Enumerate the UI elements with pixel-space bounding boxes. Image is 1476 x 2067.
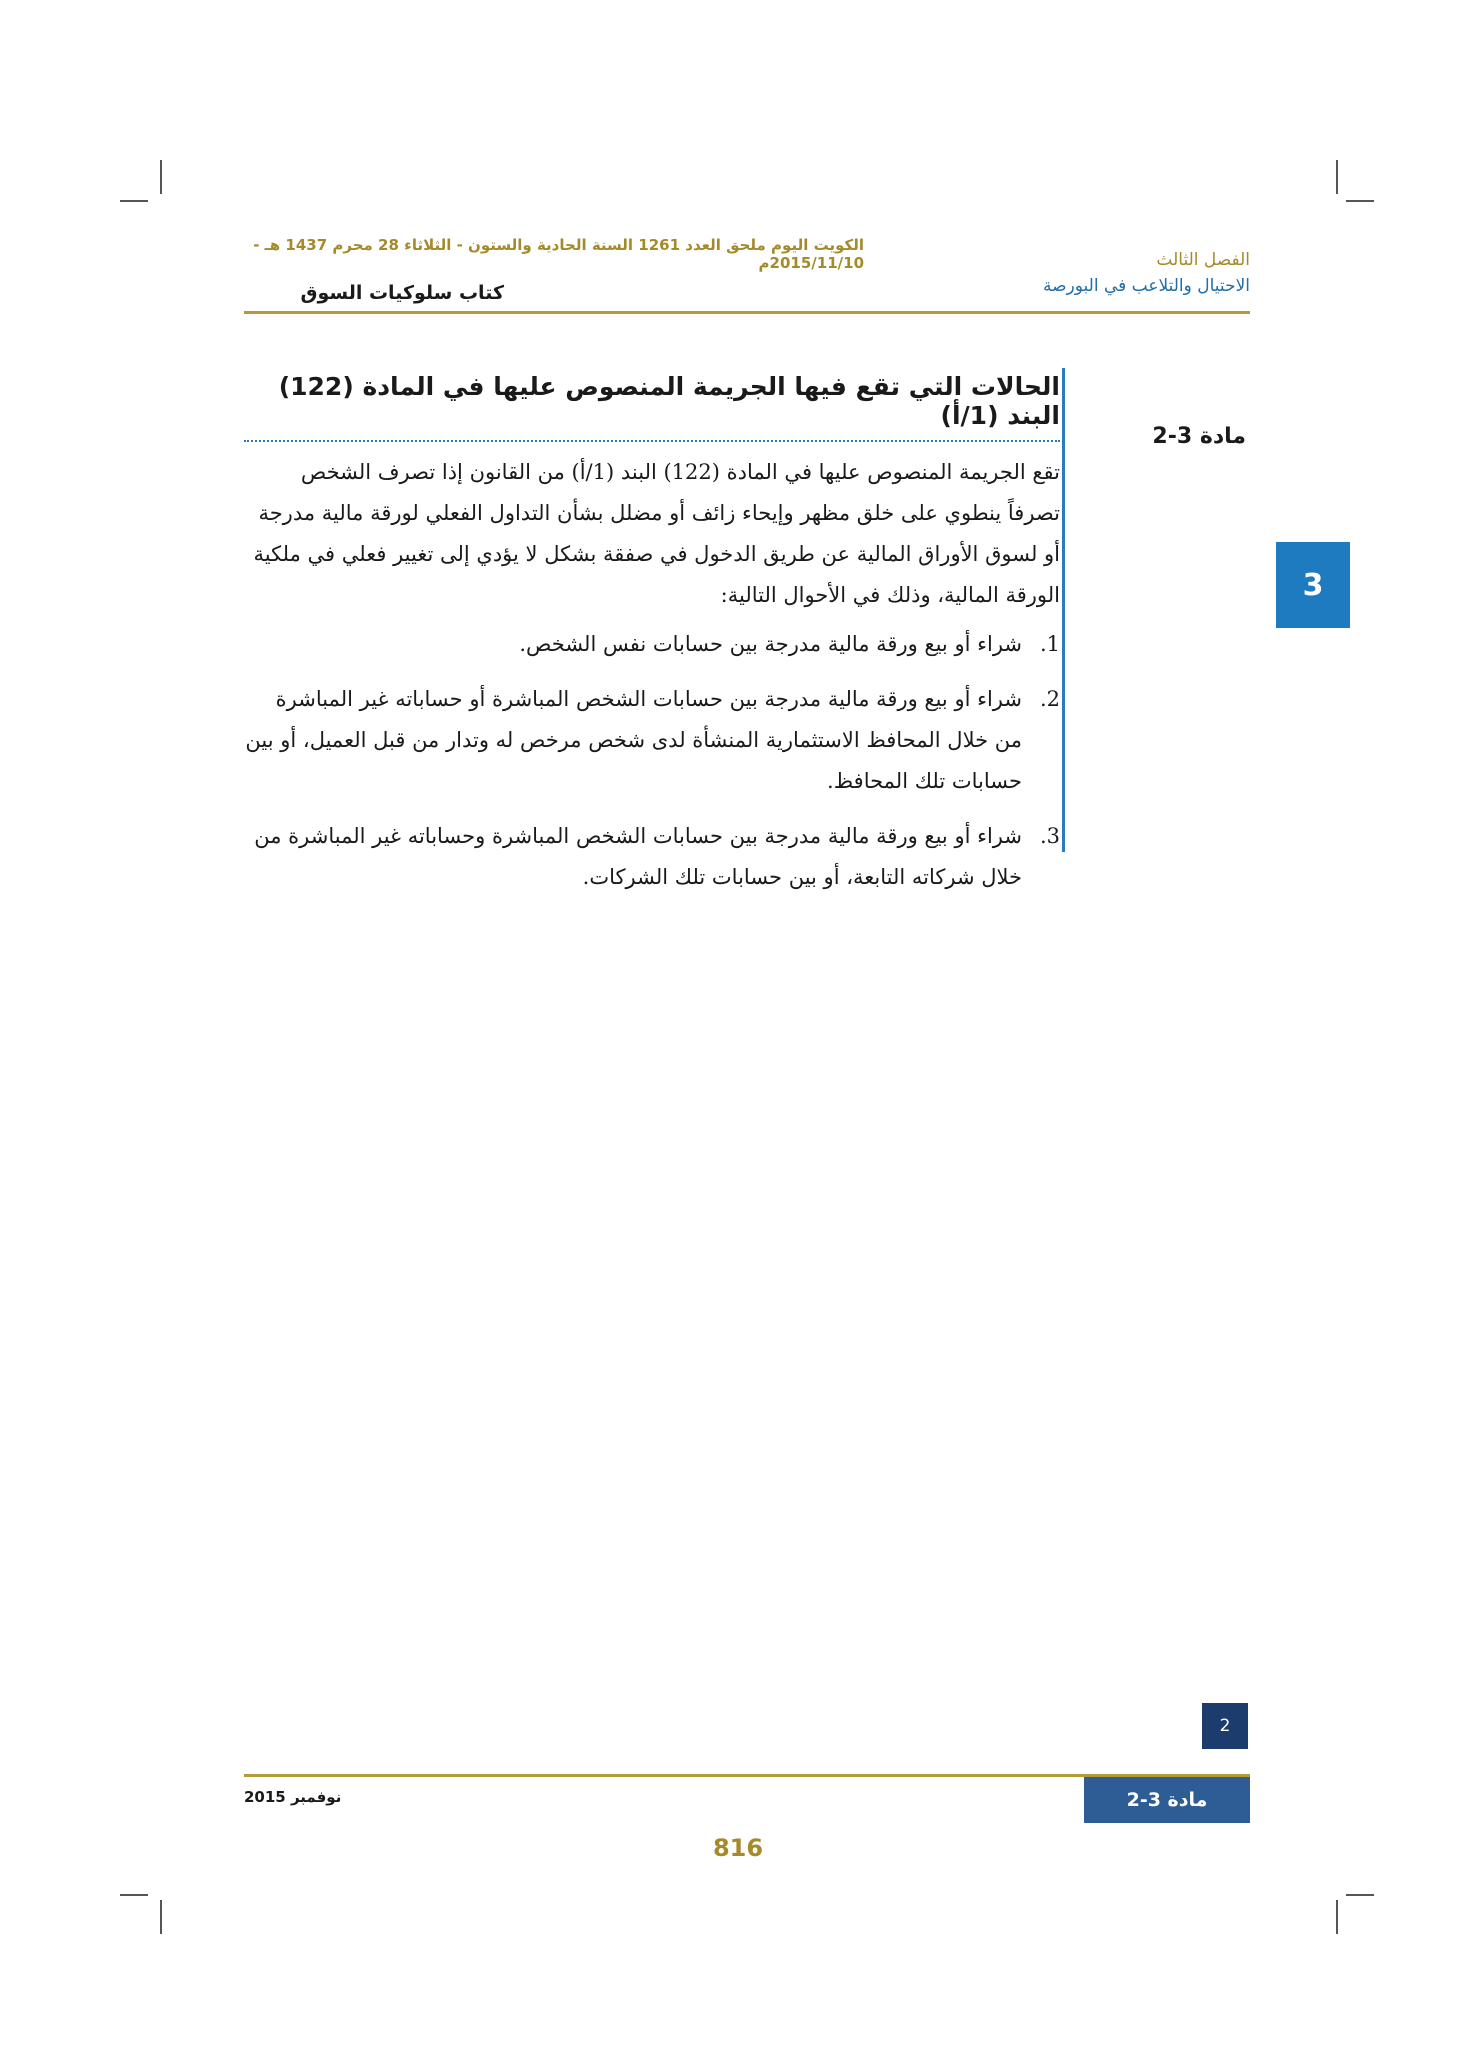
crop-mark [120, 1894, 148, 1896]
crop-mark [1346, 1894, 1374, 1896]
list-item-number: 1. [1039, 632, 1060, 656]
list-item [244, 624, 1060, 665]
crop-mark [1336, 160, 1338, 194]
content-accent-bar [1062, 368, 1065, 852]
header-divider [244, 311, 1250, 314]
list-item-text: شراء أو بيع ورقة مالية مدرجة بين حسابات الشخص المباشرة وحساباته غير المباشرة من خلال شركاته التابعة، أو بين حسابات تلك الشركات. [254, 824, 1022, 889]
crop-mark [1336, 1900, 1338, 1934]
page-box: 2 [1202, 1703, 1248, 1749]
crop-mark [120, 200, 148, 202]
article-label: مادة 3-2 [1152, 424, 1246, 449]
list-item-number: 3. [1039, 824, 1060, 848]
case-list [244, 624, 1060, 898]
crop-mark [160, 160, 162, 194]
footer-article-tab: مادة 3-2 [1084, 1777, 1250, 1823]
page-number: 816 [712, 1834, 764, 1862]
gazette-reference: الكويت اليوم ملحق العدد 1261 السنة الحادية والستون - الثلاثاء 28 محرم 1437 هـ - 2015/11/10م [253, 236, 864, 272]
list-item [244, 816, 1060, 898]
footer-date: نوفمبر 2015 [244, 1788, 342, 1806]
crop-mark [1346, 200, 1374, 202]
section-title: الحالات التي تقع فيها الجريمة المنصوص عليها في المادة (122) البند (1/أ) [244, 372, 1060, 442]
intro-paragraph: تقع الجريمة المنصوص عليها في المادة (122) البند (1/أ) من القانون إذا تصرف الشخص تصرفاً ينطوي على خلق مظهر وإيحاء زائف أو مضلل بشأن التداول الفعلي لورقة مالية مدرجة أو لسوق الأوراق المالية عن طريق الدخول في صفقة بشكل لا يؤدي إلى تغيير فعلي في ملكية الورقة المالية، وذلك في الأحوال التالية: [253, 460, 1060, 607]
crop-mark [160, 1900, 162, 1934]
book-title: كتاب سلوكيات السوق [300, 282, 504, 304]
list-item-text: شراء أو بيع ورقة مالية مدرجة بين حسابات الشخص المباشرة أو حساباته غير المباشرة من خلال المحافظ الاستثمارية المنشأة لدى شخص مرخص له وتدار من قبل العميل، أو بين حسابات تلك المحافظ. [245, 687, 1022, 793]
list-item [244, 679, 1060, 802]
chapter-tab: 3 [1276, 542, 1350, 628]
article-content [244, 372, 1060, 912]
list-item-number: 2. [1039, 687, 1060, 711]
chapter-subtitle: الاحتيال والتلاعب في البورصة [1042, 276, 1250, 296]
list-item-text: شراء أو بيع ورقة مالية مدرجة بين حسابات نفس الشخص. [519, 632, 1022, 656]
chapter-title: الفصل الثالث [1156, 250, 1250, 270]
